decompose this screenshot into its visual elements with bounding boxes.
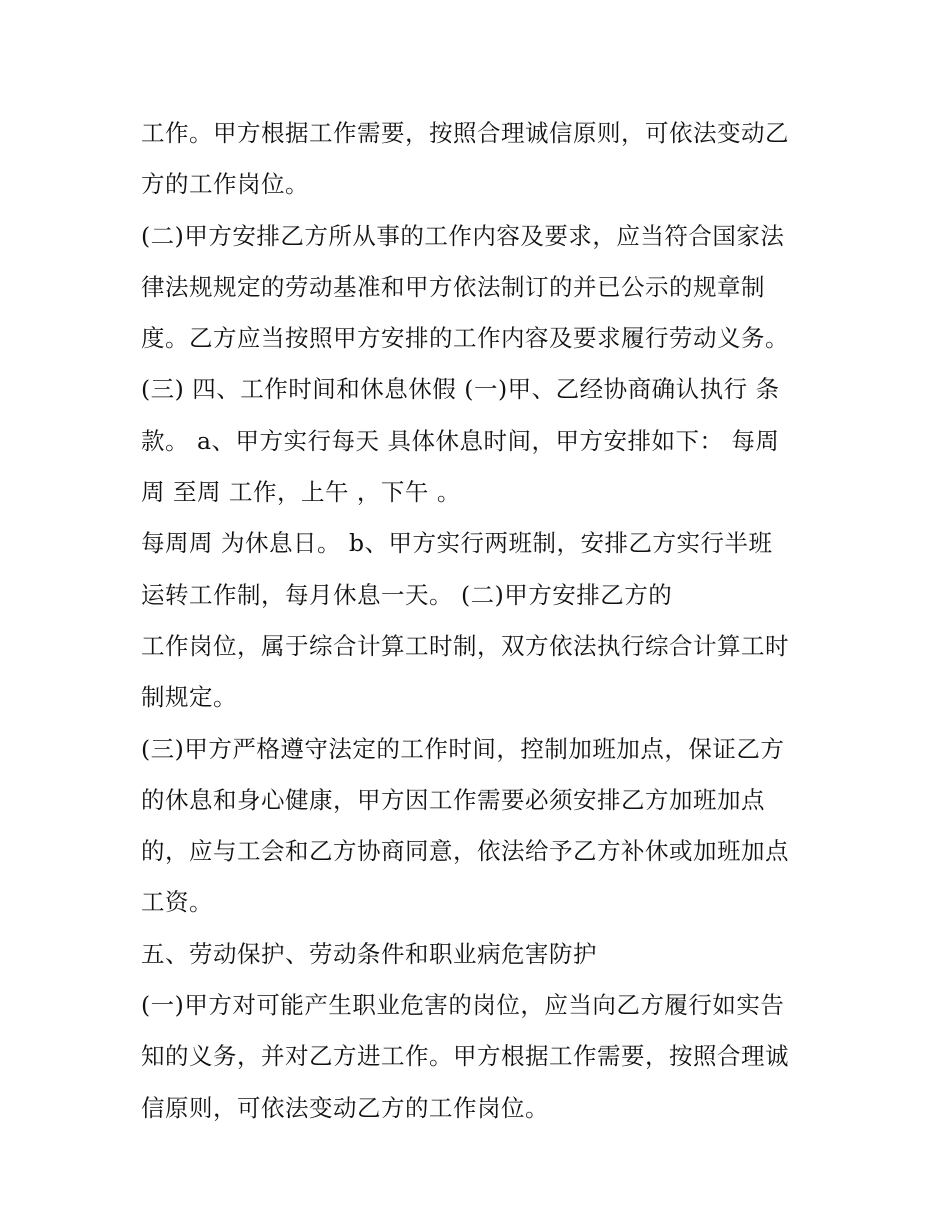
text-line: 每周周 为休息日。 b、甲方实行两班制，安排乙方实行半班: [141, 529, 773, 558]
text-line: (二)甲方安排乙方所从事的工作内容及要求，应当符合国家法: [141, 221, 785, 250]
text-line: 律法规规定的劳动基准和甲方依法制订的并已公示的规章制: [141, 272, 765, 301]
section-heading: 五、劳动保护、劳动条件和职业病危害防护: [141, 939, 597, 968]
text-line: 知的义务，并对乙方进工作。甲方根据工作需要，按照合理诚: [141, 1042, 789, 1071]
text-line: 的，应与工会和乙方协商同意，依法给予乙方补休或加班加点: [141, 837, 789, 866]
text-line: 运转工作制，每月休息一天。 (二)甲方安排乙方的: [141, 580, 673, 609]
text-line: 方的工作岗位。: [141, 170, 309, 199]
text-line: 工资。: [141, 888, 213, 917]
text-line: (一)甲方对可能产生职业危害的岗位，应当向乙方履行如实告: [141, 991, 785, 1020]
text-line: 制规定。: [141, 683, 237, 712]
text-line: 周 至周 工作，上午 ，下午 。: [141, 478, 461, 507]
text-line: (三)甲方严格遵守法定的工作时间，控制加班加点，保证乙方: [141, 734, 785, 763]
text-line: 工作岗位，属于综合计算工时制，双方依法执行综合计算工时: [141, 631, 789, 660]
text-line: (三) 四、工作时间和休息休假 (一)甲、乙经协商确认执行 条: [141, 375, 780, 404]
text-line: 度。乙方应当按照甲方安排的工作内容及要求履行劳动义务。: [141, 324, 789, 353]
text-line: 信原则，可依法变动乙方的工作岗位。: [141, 1093, 549, 1122]
text-line: 的休息和身心健康，甲方因工作需要必须安排乙方加班加点: [141, 785, 765, 814]
document-body: [141, 108, 831, 1134]
text-line: 款。 a、甲方实行每天 具体休息时间，甲方安排如下： 每周: [141, 426, 780, 455]
text-line: 工作。甲方根据工作需要，按照合理诚信原则，可依法变动乙: [141, 119, 789, 147]
